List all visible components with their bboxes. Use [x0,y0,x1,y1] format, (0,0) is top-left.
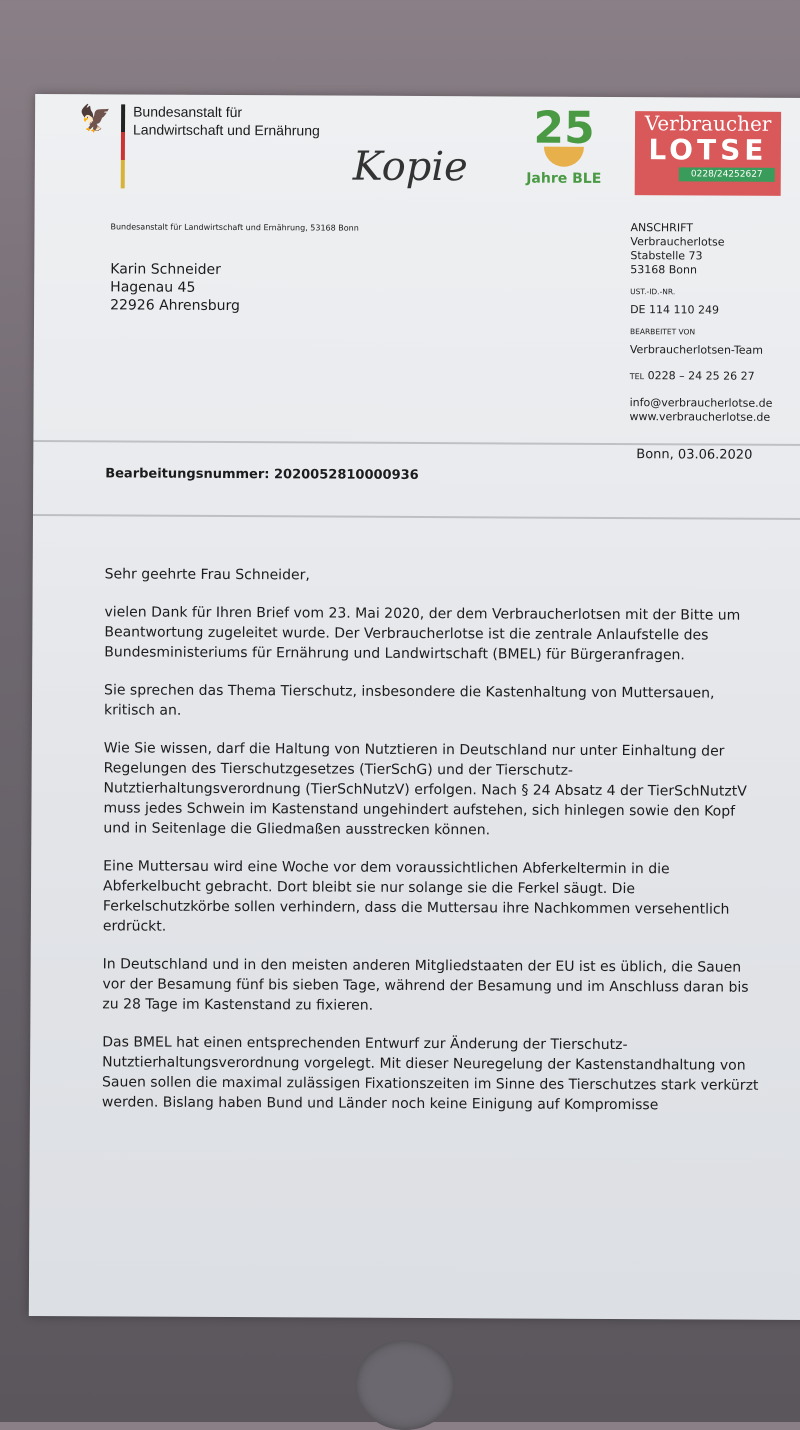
contact-block [629,221,773,425]
ust-label: UST.-ID.-NR. [630,287,676,297]
bearbeitet-value: Verbraucherlotsen-Team [629,343,764,357]
letter-body [102,564,765,1133]
paragraph: vielen Dank für Ihren Brief vom 23. Mai 2020, der dem Verbraucherlotsen mit der Bitte um Beantwortung zugeleitet wurde. Der Verbraucherlotse ist die zentrale Anlaufstelle des Bundesministeriums für Ernährung und Landwirtschaft (BMEL) für Bürgeranfragen. [104,604,741,664]
verbraucherlotse-logo [635,111,781,196]
letter-page [29,94,800,1320]
lotse-phone: 0228/24252627 [679,167,775,182]
paragraph: Das BMEL hat einen entsprechenden Entwurf zur Änderung der Tierschutz-Nutztierhaltungsverordnung vorgelegt. Mit dieser Neuregelung der Kastenstandhaltung von Sauen sollen die maximal zulässigen Fixationszeiten im Sinne des Tierschutzes stark verkürzt werden. Bislang haben Bund und Länder noch keine Einigung auf Kompromisse [101,1034,759,1114]
fold-line [33,514,800,520]
paragraph: Eine Muttersau wird eine Woche vor dem voraussichtlichen Abferkeltermin in die Abferkelbucht gebracht. Dort bleibt sie nur solange sie die Ferkel säugt. Die Ferkelschutzkörbe sollen verhindern, dass die Muttersau ihre Nachkommen versehentlich erdrückt. [102,858,730,935]
ble-number: 25 [533,102,595,154]
recipient-address [110,260,240,315]
email-link[interactable]: info@verbraucherlotse.de [629,396,773,410]
tel-line [630,369,773,385]
lotse-line2: LOTSE [648,133,768,167]
recipient-street: Hagenau 45 [110,279,196,296]
org-name [133,102,320,139]
ble-logo [519,102,609,199]
website-link[interactable]: www.verbraucherlotse.de [629,410,771,424]
background-object [355,1340,455,1430]
ble-label: Jahre BLE [526,170,602,187]
tel-value: 0228 – 24 25 26 27 [647,369,755,383]
reference-number: Bearbeitungsnummer: 2020052810000936 [105,466,419,483]
tel-label: TEL [629,372,645,382]
federal-eagle-icon: 🦅 [78,104,112,135]
fold-line [33,440,800,446]
anschrift-label: ANSCHRIFT [630,221,693,235]
handwritten-note: Kopie [352,143,468,191]
paragraph: In Deutschland und in den meisten anderen Mitgliedstaaten der EU ist es üblich, die Sauen vor der Besamung fünf bis sieben Tage, während der Besamung und im Anschluss daran bis zu 28 Tage im Kastenstand zu fixieren. [102,956,749,1014]
paragraph: Wie Sie wissen, darf die Haltung von Nutztieren in Deutschland nur unter Einhaltung der Regelungen des Tierschutzgesetzes (TierSchG) und der Tierschutz-Nutztierhaltungsverordnung (TierSchNutzV) erfolgen. Nach § 24 Absatz 4 der TierSchNutztV muss jedes Schwein im Kastenstand ungehindert aufstehen, sich hinlegen sowie den Kopf und in Seitenlage die Gliedmaßen ausstrecken können. [103,740,747,839]
paragraph: Sie sprechen das Thema Tierschutz, insbesondere die Kastenhaltung von Muttersauen, kritisch an. [103,682,715,719]
ust-value: DE 114 110 249 [630,303,720,317]
anschrift-line: Verbraucherlotse [630,235,725,249]
org-line2: Landwirtschaft und Ernährung [132,121,320,139]
sender-line: Bundesanstalt für Landwirtschaft und Ernährung, 53168 Bonn [110,222,359,233]
bearbeitet-label: BEARBEITET VON [629,327,696,337]
org-line1: Bundesanstalt für [133,103,243,121]
recipient-city: 22926 Ahrensburg [110,297,240,315]
anschrift-line: Stabstelle 73 [630,249,703,263]
flag-stripe [121,104,125,188]
lotse-line1: Verbraucher [644,111,772,136]
anschrift-line: 53168 Bonn [630,263,698,277]
salutation: Sehr geehrte Frau Schneider, [104,566,310,584]
letter-date: Bonn, 03.06.2020 [636,447,753,463]
recipient-name: Karin Schneider [110,261,221,278]
